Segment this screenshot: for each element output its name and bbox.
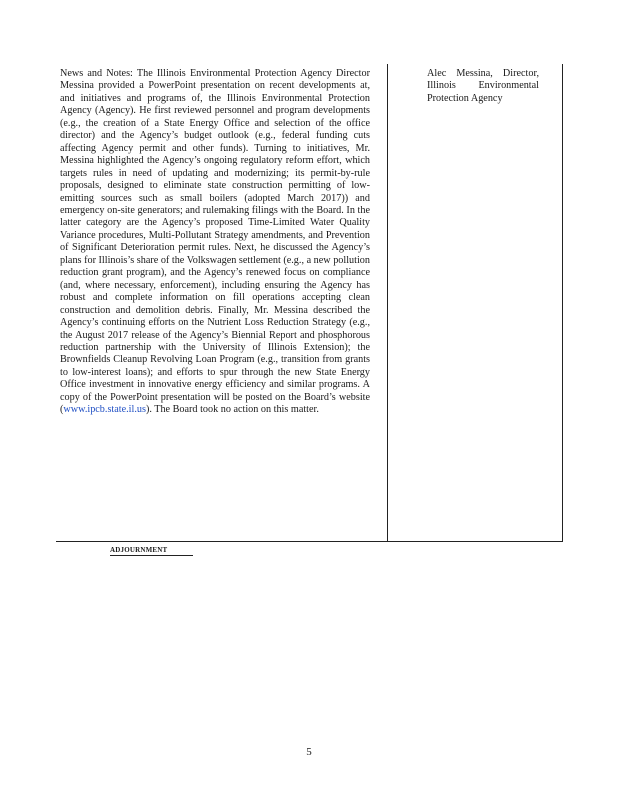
agenda-item-description — [60, 68, 370, 417]
agenda-table — [56, 64, 563, 542]
board-website-link[interactable]: www.ipcb.state.il.us — [63, 404, 146, 416]
column-divider — [387, 64, 388, 541]
agenda-item-presenter: Alec Messina, Director, Illinois Environmental Protection Agency — [427, 68, 539, 104]
adjournment-heading: ADJOURNMENT — [110, 546, 193, 556]
description-text: News and Notes: The Illinois Environmental Protection Agency Director Messina provided a PowerPoint presentation on recent developments at, and initiatives and programs of, the Illinois Environmental Protection Agency (Agency). He first reviewed personnel and program developments (e.g., the creation of a State Energy Office and selection of the office director) and the Agency’s budget outlook (e.g., federal funding cuts affecting Agency permit and other funds). Turning to initiatives, Mr. Messina highlighted the Agency’s ongoing regulatory reform effort, which targets rules in need of updating and modernizing; its permit-by-rule proposals, designed to eliminate state construction permitting of low-emitting sources such as small boilers (adopted March 2017)) and emergency on-site generators; and rulemaking filings with the Board. In the latter category are the Agency’s proposed Time-Limited Water Quality Variance procedures, Multi-Pollutant Strategy amendments, and Prevention of Significant Deterioration permit rules. Next, he discussed the Agency’s plans for Illinois’s share of the Volkswagen settlement (e.g., a new pollution reduction grant program), and the Agency’s renewed focus on compliance (and, where necessary, enforcement), including ensuring the Agency has robust and complete information on fill operations accepting clean construction and demolition debris. Finally, Mr. Messina described the Agency’s continuing efforts on the Nutrient Loss Reduction Strategy (e.g., the August 2017 release of the Agency’s Biennial Report and phosphorous reduction partnership with the University of Illinois Extension); the Brownfields Cleanup Revolving Loan Program (e.g., transition from grants to low-interest loans); and efforts to spur through the new State Energy Office investment in innovative energy efficiency and similar programs. A copy of the PowerPoint presentation will be posted on the Board’s website ( — [60, 68, 370, 416]
description-text-end: ). The Board took no action on this matter. — [145, 404, 319, 416]
page-number: 5 — [306, 746, 312, 758]
